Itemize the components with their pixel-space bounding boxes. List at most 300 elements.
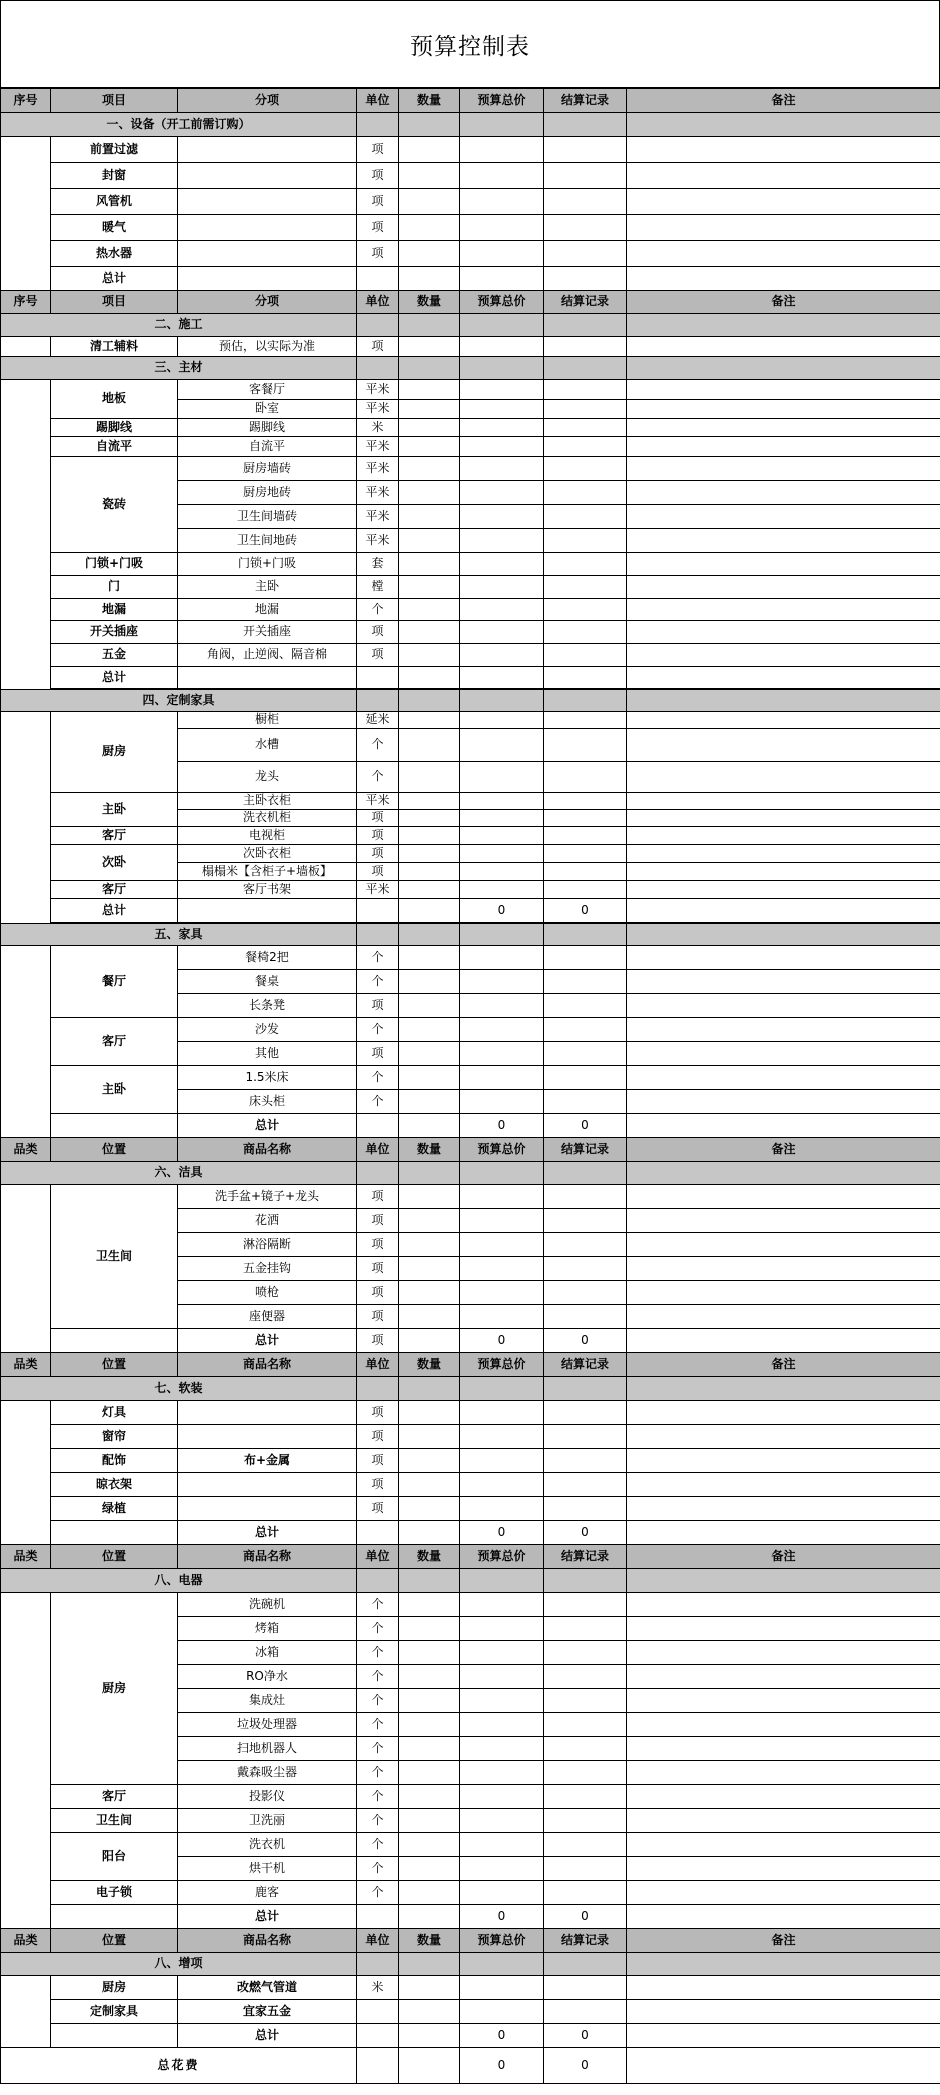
empty-cell[interactable] <box>399 1305 460 1329</box>
empty-cell[interactable] <box>627 1209 940 1233</box>
empty-cell[interactable] <box>544 1281 627 1305</box>
empty-cell[interactable] <box>627 529 940 553</box>
empty-cell[interactable] <box>627 481 940 505</box>
settle-total: 0 <box>544 1521 627 1545</box>
empty-cell[interactable] <box>544 810 627 827</box>
empty-cell[interactable] <box>627 419 940 437</box>
empty-cell[interactable] <box>399 1665 460 1689</box>
empty-cell[interactable] <box>460 1833 544 1857</box>
total-row <box>1 1114 940 1138</box>
empty-cell[interactable] <box>544 946 627 970</box>
empty-cell[interactable] <box>544 1449 627 1473</box>
table-cell: 洗碗机 <box>178 1593 357 1617</box>
empty-cell[interactable] <box>460 215 544 241</box>
empty-cell[interactable] <box>399 163 460 189</box>
empty-cell[interactable] <box>544 457 627 481</box>
empty-cell[interactable] <box>460 380 544 400</box>
empty-cell[interactable] <box>460 1881 544 1905</box>
empty-cell[interactable] <box>544 599 627 621</box>
empty-cell[interactable] <box>627 729 940 762</box>
empty-cell[interactable] <box>544 1881 627 1905</box>
table-cell: 客厅 <box>51 827 178 845</box>
table-cell: 洗衣机柜 <box>178 810 357 827</box>
empty-cell[interactable] <box>627 1689 940 1713</box>
empty-cell[interactable] <box>627 827 940 845</box>
empty-cell[interactable] <box>399 553 460 576</box>
table-row <box>1 1497 940 1521</box>
empty-cell[interactable] <box>627 137 940 163</box>
empty-cell[interactable] <box>399 729 460 762</box>
table-cell: 地板 <box>51 380 178 419</box>
empty-cell[interactable] <box>627 215 940 241</box>
empty-cell[interactable] <box>627 1018 940 1042</box>
empty-cell[interactable] <box>399 1233 460 1257</box>
empty-cell[interactable] <box>627 1809 940 1833</box>
empty-cell[interactable] <box>627 599 940 621</box>
empty-cell <box>627 357 940 380</box>
empty-cell <box>1 1401 51 1545</box>
empty-cell[interactable] <box>399 712 460 729</box>
empty-cell[interactable] <box>627 1497 940 1521</box>
empty-cell[interactable] <box>544 1689 627 1713</box>
empty-cell <box>460 1162 544 1185</box>
empty-cell[interactable] <box>544 419 627 437</box>
empty-cell[interactable] <box>544 1976 627 2000</box>
empty-cell[interactable] <box>627 793 940 810</box>
empty-cell[interactable] <box>627 1761 940 1785</box>
empty-cell[interactable] <box>544 644 627 667</box>
empty-cell[interactable] <box>399 380 460 400</box>
empty-cell[interactable] <box>544 1857 627 1881</box>
empty-cell[interactable] <box>544 881 627 899</box>
empty-cell[interactable] <box>544 1401 627 1425</box>
empty-cell[interactable] <box>544 553 627 576</box>
empty-cell[interactable] <box>460 994 544 1018</box>
empty-cell[interactable] <box>544 163 627 189</box>
empty-cell[interactable] <box>399 1761 460 1785</box>
empty-cell[interactable] <box>460 529 544 553</box>
empty-cell[interactable] <box>460 1042 544 1066</box>
empty-cell[interactable] <box>399 621 460 644</box>
empty-cell <box>178 267 357 291</box>
empty-cell[interactable] <box>399 810 460 827</box>
empty-cell[interactable] <box>460 644 544 667</box>
empty-cell[interactable] <box>178 163 357 189</box>
empty-cell[interactable] <box>460 1425 544 1449</box>
empty-cell[interactable] <box>544 621 627 644</box>
empty-cell[interactable] <box>178 215 357 241</box>
empty-cell[interactable] <box>399 457 460 481</box>
empty-cell[interactable] <box>460 1257 544 1281</box>
empty-cell[interactable] <box>544 380 627 400</box>
empty-cell[interactable] <box>460 1665 544 1689</box>
empty-cell[interactable] <box>399 994 460 1018</box>
empty-cell[interactable] <box>399 481 460 505</box>
empty-cell[interactable] <box>627 553 940 576</box>
empty-cell[interactable] <box>544 481 627 505</box>
empty-cell[interactable] <box>460 1617 544 1641</box>
empty-cell[interactable] <box>544 762 627 793</box>
empty-cell[interactable] <box>460 1976 544 2000</box>
table-cell: 项 <box>357 1209 399 1233</box>
empty-cell[interactable] <box>460 241 544 267</box>
empty-cell[interactable] <box>544 970 627 994</box>
empty-cell[interactable] <box>460 1809 544 1833</box>
empty-cell[interactable] <box>460 1018 544 1042</box>
grand-budget-total: 0 <box>460 2048 544 2084</box>
empty-cell[interactable] <box>399 1281 460 1305</box>
empty-cell <box>544 113 627 137</box>
empty-cell[interactable] <box>627 881 940 899</box>
empty-cell[interactable] <box>627 1976 940 2000</box>
table-cell: 卫生间墙砖 <box>178 505 357 529</box>
empty-cell[interactable] <box>399 505 460 529</box>
empty-cell[interactable] <box>460 1066 544 1090</box>
empty-cell[interactable] <box>627 189 940 215</box>
empty-cell[interactable] <box>399 1401 460 1425</box>
empty-cell[interactable] <box>399 215 460 241</box>
empty-cell[interactable] <box>460 1689 544 1713</box>
empty-cell[interactable] <box>627 576 940 599</box>
empty-cell[interactable] <box>460 2000 544 2024</box>
empty-cell[interactable] <box>399 1090 460 1114</box>
empty-cell[interactable] <box>399 793 460 810</box>
empty-cell[interactable] <box>399 1976 460 2000</box>
empty-cell[interactable] <box>460 621 544 644</box>
empty-cell[interactable] <box>460 729 544 762</box>
empty-cell[interactable] <box>460 1713 544 1737</box>
empty-cell[interactable] <box>460 810 544 827</box>
section-title: 二、施工 <box>1 314 357 337</box>
empty-cell[interactable] <box>544 1042 627 1066</box>
empty-cell[interactable] <box>544 1785 627 1809</box>
empty-cell[interactable] <box>399 189 460 215</box>
grand-total-label: 总花费 <box>1 2048 357 2084</box>
empty-cell[interactable] <box>178 189 357 215</box>
empty-cell[interactable] <box>544 793 627 810</box>
empty-cell[interactable] <box>399 400 460 419</box>
empty-cell[interactable] <box>399 1881 460 1905</box>
empty-cell[interactable] <box>627 1066 940 1090</box>
empty-cell[interactable] <box>627 1233 940 1257</box>
empty-cell[interactable] <box>544 1209 627 1233</box>
empty-cell[interactable] <box>544 505 627 529</box>
empty-cell[interactable] <box>399 845 460 863</box>
empty-cell[interactable] <box>627 163 940 189</box>
empty-cell[interactable] <box>460 1593 544 1617</box>
empty-cell[interactable] <box>460 553 544 576</box>
empty-cell[interactable] <box>178 241 357 267</box>
empty-cell[interactable] <box>627 1833 940 1857</box>
empty-cell[interactable] <box>544 1473 627 1497</box>
empty-cell[interactable] <box>544 729 627 762</box>
empty-cell[interactable] <box>544 1425 627 1449</box>
table-row <box>1 845 940 863</box>
empty-cell[interactable] <box>627 1617 940 1641</box>
empty-cell[interactable] <box>460 1305 544 1329</box>
empty-cell[interactable] <box>399 1209 460 1233</box>
empty-cell[interactable] <box>627 1305 940 1329</box>
total-row <box>1 667 940 689</box>
empty-cell[interactable] <box>627 1857 940 1881</box>
empty-cell[interactable] <box>544 1497 627 1521</box>
empty-cell[interactable] <box>460 970 544 994</box>
empty-cell[interactable] <box>544 137 627 163</box>
empty-cell[interactable] <box>399 1593 460 1617</box>
empty-cell[interactable] <box>544 1761 627 1785</box>
empty-cell[interactable] <box>627 1641 940 1665</box>
empty-cell[interactable] <box>460 712 544 729</box>
empty-cell[interactable] <box>399 946 460 970</box>
empty-cell[interactable] <box>460 1473 544 1497</box>
empty-cell <box>357 357 399 380</box>
empty-cell[interactable] <box>460 1090 544 1114</box>
empty-cell[interactable] <box>544 994 627 1018</box>
empty-cell[interactable] <box>460 189 544 215</box>
empty-cell[interactable] <box>399 644 460 667</box>
empty-cell <box>357 113 399 137</box>
empty-cell[interactable] <box>399 1185 460 1209</box>
empty-cell[interactable] <box>627 1042 940 1066</box>
empty-cell[interactable] <box>399 1737 460 1761</box>
empty-cell[interactable] <box>627 994 940 1018</box>
empty-cell[interactable] <box>460 505 544 529</box>
empty-cell[interactable] <box>544 845 627 863</box>
empty-cell[interactable] <box>399 437 460 457</box>
empty-cell <box>399 690 460 712</box>
empty-cell[interactable] <box>544 1185 627 1209</box>
table-cell: 餐椅2把 <box>178 946 357 970</box>
empty-cell[interactable] <box>460 1785 544 1809</box>
empty-cell[interactable] <box>627 241 940 267</box>
empty-cell[interactable] <box>460 1761 544 1785</box>
empty-cell[interactable] <box>399 1018 460 1042</box>
empty-cell[interactable] <box>544 1809 627 1833</box>
empty-cell[interactable] <box>544 863 627 881</box>
empty-cell[interactable] <box>544 1066 627 1090</box>
empty-cell[interactable] <box>399 1066 460 1090</box>
table-row <box>1 1881 940 1905</box>
empty-cell[interactable] <box>627 644 940 667</box>
empty-cell[interactable] <box>399 1449 460 1473</box>
empty-cell[interactable] <box>460 1185 544 1209</box>
empty-cell[interactable] <box>544 712 627 729</box>
empty-cell[interactable] <box>460 437 544 457</box>
empty-cell[interactable] <box>399 137 460 163</box>
empty-cell[interactable] <box>627 1737 940 1761</box>
empty-cell[interactable] <box>544 400 627 419</box>
empty-cell[interactable] <box>544 1257 627 1281</box>
table-cell: 宜家五金 <box>178 2000 357 2024</box>
empty-cell[interactable] <box>544 1305 627 1329</box>
table-cell: 位置 <box>51 1545 178 1569</box>
empty-cell[interactable] <box>544 1617 627 1641</box>
table-cell: 个 <box>357 1066 399 1090</box>
empty-cell[interactable] <box>544 1641 627 1665</box>
empty-cell[interactable] <box>460 827 544 845</box>
table-cell: 投影仪 <box>178 1785 357 1809</box>
empty-cell[interactable] <box>399 881 460 899</box>
empty-cell[interactable] <box>399 1497 460 1521</box>
empty-cell[interactable] <box>460 1233 544 1257</box>
empty-cell[interactable] <box>399 1857 460 1881</box>
empty-cell[interactable] <box>399 576 460 599</box>
empty-cell[interactable] <box>460 1857 544 1881</box>
empty-cell[interactable] <box>399 1257 460 1281</box>
empty-cell[interactable] <box>399 241 460 267</box>
empty-cell[interactable] <box>627 1425 940 1449</box>
table-cell: 备注 <box>627 1545 940 1569</box>
empty-cell[interactable] <box>460 576 544 599</box>
table-cell: 项目 <box>51 291 178 314</box>
empty-cell[interactable] <box>399 599 460 621</box>
empty-cell[interactable] <box>627 1090 940 1114</box>
empty-cell[interactable] <box>544 1018 627 1042</box>
empty-cell[interactable] <box>399 1713 460 1737</box>
empty-cell[interactable] <box>544 1090 627 1114</box>
empty-cell[interactable] <box>627 810 940 827</box>
empty-cell[interactable] <box>399 827 460 845</box>
empty-cell[interactable] <box>627 437 940 457</box>
table-cell: 备注 <box>627 1138 940 1162</box>
empty-cell[interactable] <box>544 1233 627 1257</box>
empty-cell[interactable] <box>627 400 940 419</box>
empty-cell[interactable] <box>460 881 544 899</box>
table-cell: 套 <box>357 553 399 576</box>
empty-cell[interactable] <box>544 1665 627 1689</box>
empty-cell[interactable] <box>460 457 544 481</box>
table-cell: 单位 <box>357 1353 399 1377</box>
empty-cell[interactable] <box>627 2000 940 2024</box>
empty-cell[interactable] <box>544 241 627 267</box>
empty-cell[interactable] <box>627 457 940 481</box>
empty-cell[interactable] <box>460 481 544 505</box>
empty-cell[interactable] <box>627 712 940 729</box>
table-cell: 改燃气管道 <box>178 1976 357 2000</box>
empty-cell[interactable] <box>460 1281 544 1305</box>
empty-cell[interactable] <box>399 1425 460 1449</box>
empty-cell[interactable] <box>544 529 627 553</box>
empty-cell[interactable] <box>627 1449 940 1473</box>
empty-cell <box>357 1905 399 1929</box>
empty-cell[interactable] <box>399 762 460 793</box>
empty-cell[interactable] <box>399 419 460 437</box>
empty-cell[interactable] <box>399 1689 460 1713</box>
empty-cell[interactable] <box>627 1473 940 1497</box>
empty-cell[interactable] <box>544 1713 627 1737</box>
table-row <box>1 215 940 241</box>
table-cell: 项 <box>357 1473 399 1497</box>
budget-total: 0 <box>460 1905 544 1929</box>
empty-cell[interactable] <box>544 576 627 599</box>
empty-cell[interactable] <box>399 529 460 553</box>
empty-cell[interactable] <box>460 845 544 863</box>
empty-cell[interactable] <box>399 1473 460 1497</box>
empty-cell[interactable] <box>544 2000 627 2024</box>
empty-cell[interactable] <box>460 863 544 881</box>
empty-cell[interactable] <box>544 1833 627 1857</box>
empty-cell[interactable] <box>460 337 544 357</box>
empty-cell[interactable] <box>544 189 627 215</box>
empty-cell[interactable] <box>460 400 544 419</box>
empty-cell[interactable] <box>627 845 940 863</box>
empty-cell[interactable] <box>627 863 940 881</box>
empty-cell[interactable] <box>178 137 357 163</box>
empty-cell[interactable] <box>544 1593 627 1617</box>
empty-cell[interactable] <box>627 1593 940 1617</box>
empty-cell[interactable] <box>544 827 627 845</box>
empty-cell[interactable] <box>460 946 544 970</box>
table-cell: 开关插座 <box>178 621 357 644</box>
empty-cell[interactable] <box>460 599 544 621</box>
empty-cell[interactable] <box>460 1641 544 1665</box>
empty-cell[interactable] <box>460 793 544 810</box>
empty-cell[interactable] <box>627 1785 940 1809</box>
empty-cell[interactable] <box>460 1209 544 1233</box>
empty-cell[interactable] <box>399 1617 460 1641</box>
empty-cell[interactable] <box>627 505 940 529</box>
empty-cell[interactable] <box>399 863 460 881</box>
empty-cell[interactable] <box>627 1281 940 1305</box>
empty-cell[interactable] <box>544 437 627 457</box>
empty-cell <box>460 113 544 137</box>
empty-cell[interactable] <box>399 1641 460 1665</box>
empty-cell[interactable] <box>544 215 627 241</box>
empty-cell[interactable] <box>460 1737 544 1761</box>
empty-cell[interactable] <box>460 137 544 163</box>
table-row <box>1 419 940 437</box>
table-cell: 项 <box>357 1425 399 1449</box>
empty-cell[interactable] <box>627 1401 940 1425</box>
empty-cell[interactable] <box>460 1449 544 1473</box>
empty-cell[interactable] <box>544 1737 627 1761</box>
empty-cell[interactable] <box>627 946 940 970</box>
table-row <box>1 2000 940 2024</box>
table-cell: 厨房 <box>51 1593 178 1785</box>
empty-cell[interactable] <box>460 1401 544 1425</box>
empty-cell[interactable] <box>627 762 940 793</box>
empty-cell[interactable] <box>460 419 544 437</box>
empty-cell[interactable] <box>544 337 627 357</box>
table-cell: 单位 <box>357 1929 399 1953</box>
empty-cell[interactable] <box>399 337 460 357</box>
header-row <box>1 89 940 113</box>
empty-cell[interactable] <box>460 163 544 189</box>
empty-cell <box>627 2024 940 2048</box>
empty-cell[interactable] <box>399 1042 460 1066</box>
empty-cell[interactable] <box>627 621 940 644</box>
empty-cell[interactable] <box>627 1665 940 1689</box>
empty-cell[interactable] <box>399 1833 460 1857</box>
table-cell: 厨房 <box>51 712 178 793</box>
empty-cell[interactable] <box>627 1185 940 1209</box>
empty-cell[interactable] <box>627 1257 940 1281</box>
empty-cell[interactable] <box>627 1881 940 1905</box>
empty-cell[interactable] <box>627 970 940 994</box>
empty-cell[interactable] <box>460 762 544 793</box>
empty-cell[interactable] <box>399 970 460 994</box>
empty-cell[interactable] <box>399 1785 460 1809</box>
empty-cell <box>178 667 357 689</box>
empty-cell[interactable] <box>399 1809 460 1833</box>
empty-cell[interactable] <box>399 2000 460 2024</box>
empty-cell[interactable] <box>627 380 940 400</box>
empty-cell[interactable] <box>460 1497 544 1521</box>
section-row <box>1 113 940 137</box>
empty-cell[interactable] <box>627 1713 940 1737</box>
empty-cell[interactable] <box>627 337 940 357</box>
unit-cell: 项 <box>357 137 399 163</box>
